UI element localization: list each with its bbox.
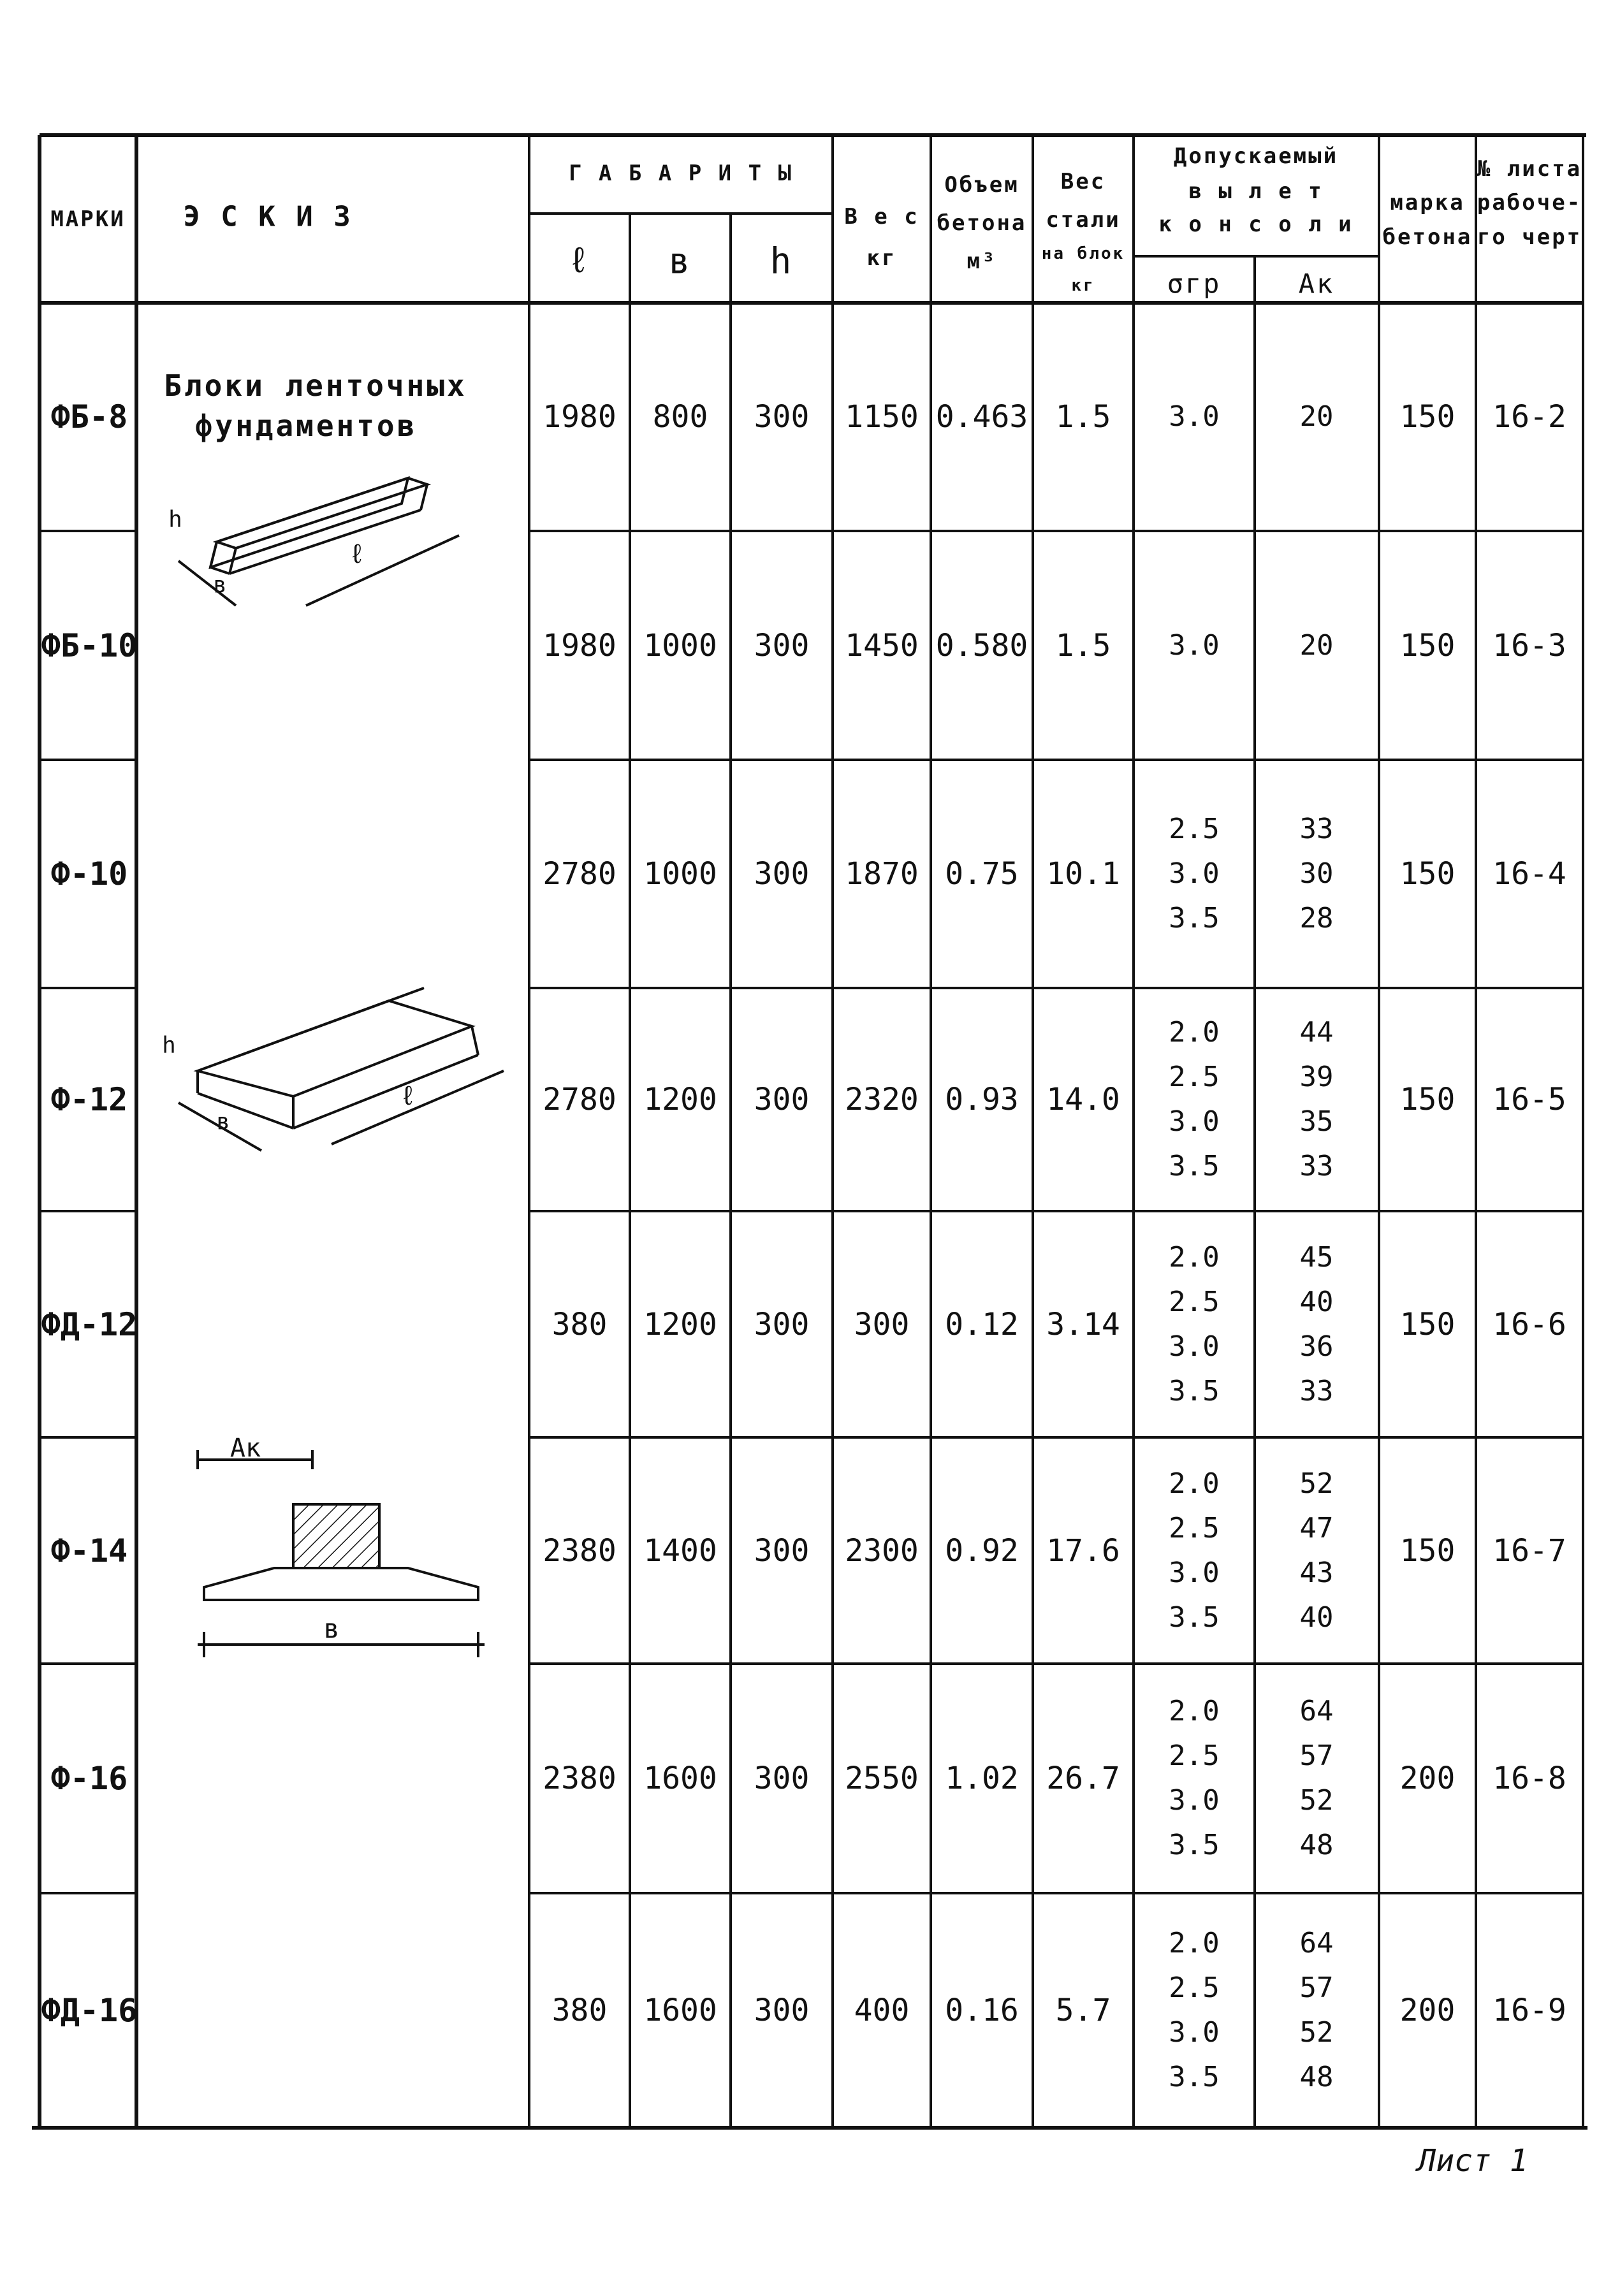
cell-weight: 1450 xyxy=(845,627,919,664)
header-sketch: Э С К И З xyxy=(183,200,353,233)
cell-sigma: 2.5 xyxy=(1169,813,1220,845)
cell-l: 2780 xyxy=(543,1082,617,1117)
cell-h: 300 xyxy=(754,1532,810,1569)
header-volume: Объем xyxy=(944,172,1019,198)
cell-ak: 47 xyxy=(1299,1511,1334,1544)
cell-weight: 300 xyxy=(854,1306,910,1342)
cell-sigma: 2.5 xyxy=(1169,1285,1220,1318)
cell-sigma: 2.0 xyxy=(1169,1927,1220,1959)
sketch-title: Блоки ленточных xyxy=(164,368,467,403)
cell-ak: 36 xyxy=(1299,1330,1334,1363)
cell-grade: 150 xyxy=(1399,856,1456,892)
cell-sigma: 3.5 xyxy=(1169,1601,1220,1634)
cell-grade: 200 xyxy=(1399,1993,1456,2028)
block-sketch-fb xyxy=(140,459,536,625)
cell-weight: 1870 xyxy=(845,856,919,892)
header-weight: В е с xyxy=(844,204,919,229)
cell-sigma: 3.0 xyxy=(1169,2016,1220,2049)
cell-weight: 2550 xyxy=(845,1761,919,1796)
header-grade: марка xyxy=(1390,190,1465,215)
sheet-number: Лист 1 xyxy=(1417,2143,1528,2179)
cell-sigma: 3.0 xyxy=(1169,1105,1220,1138)
cell-ak: 40 xyxy=(1299,1285,1334,1318)
cell-ak: 20 xyxy=(1299,400,1334,433)
cell-l: 2380 xyxy=(543,1761,617,1796)
cell-ak: 45 xyxy=(1299,1240,1334,1274)
header-dimensions: Г А Б А Р И Т Ы xyxy=(568,161,794,186)
cell-sheet: 16-5 xyxy=(1492,1082,1566,1117)
header-steel-unit: кг xyxy=(1071,276,1095,295)
cell-ak: 33 xyxy=(1299,1374,1334,1407)
header-console: Допускаемый xyxy=(1173,143,1339,169)
cell-volume: 0.75 xyxy=(945,856,1019,892)
cell-grade: 150 xyxy=(1399,1532,1456,1569)
header-volume-2: бетона xyxy=(937,210,1027,236)
cell-sheet: 16-8 xyxy=(1492,1761,1566,1796)
header-console-3: к о н с о л и xyxy=(1158,212,1354,237)
cell-l: 1980 xyxy=(543,399,617,435)
cell-ak: 39 xyxy=(1299,1061,1334,1093)
cell-h: 300 xyxy=(754,856,810,892)
cell-ak: 33 xyxy=(1299,813,1334,845)
cell-sigma: 3.0 xyxy=(1169,1784,1220,1817)
cell-sigma: 2.0 xyxy=(1169,1240,1220,1274)
cell-b: 1000 xyxy=(643,627,717,664)
header-steel-2: стали xyxy=(1046,207,1121,233)
cell-weight: 1150 xyxy=(845,399,919,435)
cell-l: 380 xyxy=(551,1993,608,2028)
cell-weight: 400 xyxy=(854,1993,910,2028)
header-grade-2: бетона xyxy=(1382,224,1473,250)
cell-grade: 150 xyxy=(1399,1082,1456,1117)
header-b: в xyxy=(668,240,692,282)
cell-h: 300 xyxy=(754,399,810,435)
cell-grade: 150 xyxy=(1399,627,1456,664)
cell-sigma: 3.5 xyxy=(1169,1374,1220,1407)
cell-ak: 57 xyxy=(1299,1972,1334,2004)
cell-grade: 150 xyxy=(1399,399,1456,435)
section-label-ak: Ак xyxy=(230,1434,261,1463)
row-mark: ФБ-10 xyxy=(41,627,138,664)
section-sketch xyxy=(185,1441,516,1657)
cell-l: 2780 xyxy=(543,856,617,892)
cell-ak: 28 xyxy=(1299,902,1334,934)
cell-steel: 14.0 xyxy=(1046,1082,1120,1117)
cell-h: 300 xyxy=(754,1761,810,1796)
row-mark: Ф-14 xyxy=(50,1532,128,1569)
sketch-label-l-2: ℓ xyxy=(400,1080,416,1111)
cell-sigma: 2.0 xyxy=(1169,1695,1220,1727)
sketch-title-2: фундаментов xyxy=(194,409,418,443)
cell-sheet: 16-3 xyxy=(1492,627,1566,664)
header-sheet-2: рабоче- xyxy=(1477,190,1582,215)
cell-steel: 26.7 xyxy=(1046,1761,1120,1796)
header-steel-3: на блок xyxy=(1041,244,1125,263)
cell-ak: 52 xyxy=(1299,2016,1334,2049)
sketch-label-b-2: в xyxy=(216,1108,230,1135)
cell-grade: 150 xyxy=(1399,1306,1456,1342)
cell-sigma: 3.0 xyxy=(1169,1330,1220,1363)
sketch-label-h: h xyxy=(168,506,182,533)
cell-ak: 52 xyxy=(1299,1467,1334,1500)
cell-ak: 52 xyxy=(1299,1784,1334,1817)
cell-h: 300 xyxy=(754,627,810,664)
cell-steel: 1.5 xyxy=(1055,399,1111,435)
header-h: h xyxy=(770,240,794,282)
header-marks: МАРКИ xyxy=(50,207,126,232)
cell-sigma: 3.5 xyxy=(1169,1150,1220,1182)
row-mark: Ф-10 xyxy=(50,855,128,892)
cell-sigma: 3.0 xyxy=(1169,628,1220,662)
cell-weight: 2320 xyxy=(845,1082,919,1117)
cell-volume: 0.12 xyxy=(945,1306,1019,1342)
cell-ak: 64 xyxy=(1299,1695,1334,1727)
cell-volume: 0.16 xyxy=(945,1993,1019,2028)
header-weight-unit: кг xyxy=(866,245,897,271)
cell-volume: 1.02 xyxy=(945,1761,1019,1796)
cell-b: 1000 xyxy=(643,856,717,892)
cell-sigma: 2.5 xyxy=(1169,1061,1220,1093)
row-mark: Ф-12 xyxy=(50,1081,128,1118)
cell-h: 300 xyxy=(754,1306,810,1342)
cell-ak: 57 xyxy=(1299,1740,1334,1772)
cell-l: 1980 xyxy=(543,627,617,664)
cell-sigma: 3.0 xyxy=(1169,857,1220,890)
cell-steel: 3.14 xyxy=(1046,1306,1120,1342)
cell-b: 800 xyxy=(652,399,708,435)
cell-h: 300 xyxy=(754,1993,810,2028)
cell-sheet: 16-6 xyxy=(1492,1306,1566,1342)
cell-sigma: 3.5 xyxy=(1169,902,1220,934)
cell-b: 1600 xyxy=(643,1761,717,1796)
cell-volume: 0.93 xyxy=(945,1082,1019,1117)
cell-sigma: 3.0 xyxy=(1169,1556,1220,1589)
cell-steel: 17.6 xyxy=(1046,1532,1120,1569)
header-volume-unit: м³ xyxy=(967,249,997,274)
cell-b: 1200 xyxy=(643,1082,717,1117)
cell-h: 300 xyxy=(754,1082,810,1117)
row-mark: ФБ-8 xyxy=(50,398,128,435)
cell-volume: 0.92 xyxy=(945,1532,1019,1569)
header-ak: Ак xyxy=(1298,268,1335,300)
cell-sigma: 3.0 xyxy=(1169,400,1220,433)
header-steel: Вес xyxy=(1060,169,1106,194)
cell-sheet: 16-4 xyxy=(1492,856,1566,892)
cell-sigma: 3.5 xyxy=(1169,1829,1220,1861)
cell-steel: 10.1 xyxy=(1046,856,1120,892)
cell-sheet: 16-9 xyxy=(1492,1993,1566,2028)
cell-ak: 35 xyxy=(1299,1105,1334,1138)
sketch-label-h-2: h xyxy=(162,1032,176,1059)
cell-b: 1600 xyxy=(643,1993,717,2028)
cell-steel: 1.5 xyxy=(1055,627,1111,664)
cell-ak: 48 xyxy=(1299,1829,1334,1861)
section-label-b: в xyxy=(323,1613,340,1645)
cell-b: 1200 xyxy=(643,1306,717,1342)
cell-sigma: 2.0 xyxy=(1169,1016,1220,1049)
cell-sigma: 2.5 xyxy=(1169,1740,1220,1772)
cell-ak: 20 xyxy=(1299,628,1334,662)
cell-l: 2380 xyxy=(543,1532,617,1569)
cell-sheet: 16-2 xyxy=(1492,399,1566,435)
cell-ak: 44 xyxy=(1299,1016,1334,1049)
row-mark: ФД-16 xyxy=(41,1992,138,2029)
cell-ak: 64 xyxy=(1299,1927,1334,1959)
cell-steel: 5.7 xyxy=(1055,1993,1111,2028)
cell-volume: 0.580 xyxy=(935,627,1028,664)
row-mark: Ф-16 xyxy=(50,1760,128,1797)
cell-grade: 200 xyxy=(1399,1761,1456,1796)
sketch-label-b: в xyxy=(213,572,227,599)
cell-ak: 43 xyxy=(1299,1556,1334,1589)
cell-volume: 0.463 xyxy=(935,399,1028,435)
cell-weight: 2300 xyxy=(845,1532,919,1569)
cell-sigma: 2.5 xyxy=(1169,1511,1220,1544)
cell-ak: 40 xyxy=(1299,1601,1334,1634)
header-l: ℓ xyxy=(567,240,592,281)
header-sigma: σгр xyxy=(1167,268,1222,300)
block-sketch-f xyxy=(140,975,536,1160)
cell-sigma: 3.5 xyxy=(1169,2061,1220,2093)
header-sheet: № листа xyxy=(1477,156,1582,182)
cell-sheet: 16-7 xyxy=(1492,1532,1566,1569)
cell-sigma: 2.5 xyxy=(1169,1972,1220,2004)
cell-ak: 30 xyxy=(1299,857,1334,890)
header-sheet-3: го черт xyxy=(1477,224,1582,250)
cell-ak: 33 xyxy=(1299,1150,1334,1182)
cell-ak: 48 xyxy=(1299,2061,1334,2093)
cell-sigma: 2.0 xyxy=(1169,1467,1220,1500)
sketch-label-l: ℓ xyxy=(349,538,365,569)
cell-l: 380 xyxy=(551,1306,608,1342)
header-console-2: в ы л е т xyxy=(1188,178,1324,204)
row-mark: ФД-12 xyxy=(41,1305,138,1343)
cell-b: 1400 xyxy=(643,1532,717,1569)
